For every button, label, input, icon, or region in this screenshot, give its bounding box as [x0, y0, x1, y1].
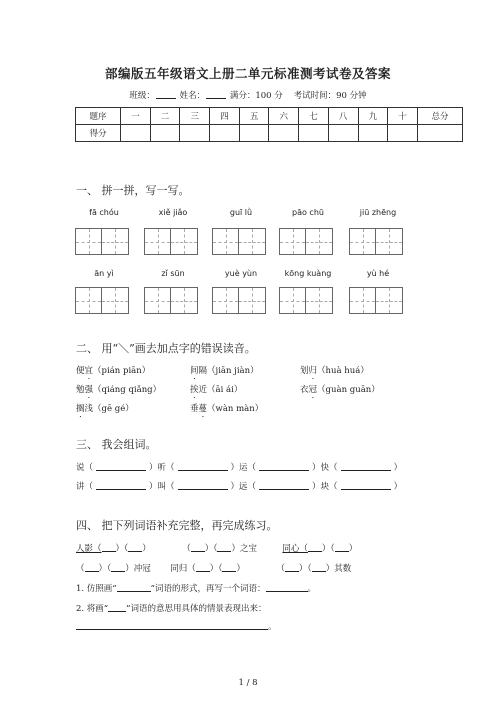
score-header-cell: 八	[328, 108, 358, 125]
name-blank[interactable]	[206, 89, 226, 99]
writing-cell[interactable]	[171, 287, 198, 314]
writing-cell[interactable]	[349, 287, 376, 314]
pinyin-label: yù hé	[366, 269, 390, 278]
s4-line-2	[76, 562, 351, 574]
writing-cell[interactable]	[75, 228, 102, 255]
score-header-cell: 五	[239, 108, 269, 125]
blank[interactable]	[102, 542, 116, 552]
exam-info	[0, 89, 496, 101]
tianzi-grid[interactable]	[349, 287, 403, 314]
s4-l2-text: ）（	[98, 564, 112, 574]
score-header-cell: 九	[358, 108, 388, 125]
blank[interactable]	[85, 562, 99, 572]
reading-item[interactable]: 便宜（pián piān）	[76, 366, 151, 376]
full-score: 满分：100 分	[229, 91, 283, 101]
tianzi-grid[interactable]	[212, 287, 266, 314]
word-building-text: 讲（	[76, 482, 94, 492]
word-blank[interactable]	[341, 461, 391, 471]
q1-text: 1. 仿照画“	[76, 584, 117, 594]
pinyin-label: ān yì	[94, 269, 114, 278]
pinyin-label: kōng kuàng	[284, 269, 332, 278]
score-table	[75, 107, 463, 142]
word-building-text: ）听（	[149, 463, 175, 473]
score-cell[interactable]	[269, 125, 299, 142]
tianzi-grid[interactable]	[212, 228, 266, 255]
score-header-cell: 三	[180, 108, 210, 125]
s4-l2-text: ）	[236, 564, 245, 574]
score-header-cell: 总分	[418, 108, 463, 125]
s4-l1-text: ）之宝	[231, 544, 257, 554]
s4-l2-text: ）冲冠	[125, 564, 151, 574]
s4-l2-text: 同归（	[170, 564, 196, 574]
tianzi-grid[interactable]	[75, 287, 129, 314]
s4-l2-text: ）其数	[325, 564, 352, 574]
score-cell[interactable]	[388, 125, 418, 142]
score-header-cell: 题序	[76, 108, 121, 125]
score-cell[interactable]	[418, 125, 463, 142]
pinyin-label: jiū zhēng	[359, 208, 397, 217]
tianzi-grid[interactable]	[144, 287, 198, 314]
tianzi-grid[interactable]	[349, 228, 403, 255]
word-blank[interactable]	[259, 461, 309, 471]
word-blank[interactable]	[96, 480, 146, 490]
class-label: 班级：	[129, 91, 155, 101]
writing-cell[interactable]	[306, 228, 333, 255]
s4-l1-text: ）	[142, 544, 151, 554]
s4-l1-text: ）（	[115, 544, 129, 554]
score-cell[interactable]	[150, 125, 180, 142]
s4-l2-text: ）（	[209, 564, 223, 574]
q2-text: 。	[268, 622, 277, 632]
writing-cell[interactable]	[144, 287, 171, 314]
word-blank[interactable]	[341, 480, 391, 490]
blank[interactable]	[117, 582, 151, 592]
reading-item[interactable]: 划归（huà huá）	[300, 366, 369, 376]
reading-item[interactable]: 搁浅（gē gé）	[76, 404, 134, 414]
section-2-heading: 二、 用“＼”画去加点字的错误读音。	[76, 342, 256, 355]
reading-item[interactable]: 间隔（jiān jiàn）	[190, 366, 259, 376]
pinyin-label: zǐ sūn	[161, 269, 185, 278]
writing-cell[interactable]	[239, 228, 266, 255]
word-building-line	[76, 461, 402, 473]
class-blank[interactable]	[156, 89, 176, 99]
writing-cell[interactable]	[376, 228, 403, 255]
pinyin-label: pāo chū	[292, 208, 324, 217]
score-header-cell: 二	[150, 108, 180, 125]
s4-l1-text: 人影（	[76, 544, 102, 554]
writing-cell[interactable]	[376, 287, 403, 314]
blank[interactable]	[285, 562, 299, 572]
reading-item[interactable]: 挨近（āi ái）	[190, 385, 243, 395]
blank[interactable]	[111, 562, 125, 572]
name-label: 姓名：	[179, 91, 206, 101]
writing-cell[interactable]	[279, 287, 306, 314]
q1-text: 。	[307, 584, 317, 594]
score-cell[interactable]	[180, 125, 210, 142]
writing-cell[interactable]	[102, 287, 129, 314]
s4-question-1	[76, 582, 316, 594]
q1-text: ”词语的形式，再写一个词语：	[150, 584, 266, 594]
writing-cell[interactable]	[239, 287, 266, 314]
word-building-text: ）叫（	[149, 482, 175, 492]
word-blank[interactable]	[178, 461, 228, 471]
word-building-text: ）	[393, 463, 403, 473]
q1-answer-blank[interactable]	[266, 582, 308, 592]
s4-l1-text: ）（	[204, 544, 218, 554]
reading-item[interactable]: 垂蔓（wàn màn）	[190, 404, 264, 414]
score-cell[interactable]	[299, 125, 329, 142]
blank[interactable]	[335, 542, 349, 552]
s4-line-1	[76, 542, 357, 554]
pinyin-label: guī lǜ	[229, 208, 253, 217]
blank[interactable]	[108, 602, 126, 612]
score-header-row	[76, 108, 463, 125]
section-4-heading: 四、 把下列词语补充完整，再完成练习。	[76, 519, 278, 532]
tianzi-grid[interactable]	[279, 228, 333, 255]
word-building-line	[76, 480, 402, 492]
score-cell[interactable]	[358, 125, 388, 142]
pinyin-label: xiě jiǎo	[158, 208, 188, 217]
word-blank[interactable]	[178, 480, 228, 490]
writing-cell[interactable]	[306, 287, 333, 314]
score-header-cell: 一	[121, 108, 151, 125]
page-number: 1 / 8	[238, 678, 258, 688]
score-cell[interactable]	[121, 125, 151, 142]
q2-text: ”词语的意思用具体的情景表现出来：	[126, 604, 267, 614]
word-building-text: ）远（	[230, 482, 257, 492]
q2-answer-blank[interactable]	[76, 620, 268, 630]
score-cell[interactable]	[239, 125, 269, 142]
writing-cell[interactable]	[144, 228, 171, 255]
score-header-cell: 十	[388, 108, 418, 125]
tianzi-grid[interactable]	[279, 287, 333, 314]
blank[interactable]	[308, 542, 322, 552]
reading-item[interactable]: 衣冠（guàn guān）	[300, 385, 380, 395]
writing-cell[interactable]	[171, 228, 198, 255]
word-blank[interactable]	[259, 480, 309, 490]
q2-text: 2. 将画“	[76, 604, 109, 614]
writing-cell[interactable]	[212, 287, 239, 314]
score-header-cell: 六	[269, 108, 299, 125]
writing-cell[interactable]	[349, 228, 376, 255]
reading-item[interactable]: 勉强（qiáng qiǎng）	[76, 385, 162, 395]
score-header-cell: 七	[299, 108, 329, 125]
s4-l1-text: ）（	[321, 544, 335, 554]
score-label-cell: 得分	[76, 125, 121, 142]
blank[interactable]	[191, 542, 205, 552]
blank[interactable]	[196, 562, 210, 572]
score-row	[76, 125, 463, 142]
s4-l1-text: 同心（	[282, 544, 308, 554]
s4-l2-text: ）（	[298, 564, 312, 574]
s4-question-2	[76, 602, 267, 614]
page-title: 部编版五年级语文上册二单元标准测考试卷及答案	[104, 66, 391, 81]
word-building-text: 说（	[76, 463, 94, 473]
word-building-text: ）快（	[312, 463, 338, 473]
blank[interactable]	[128, 542, 142, 552]
section-1-heading: 一、 拼一拼，写一写。	[76, 184, 190, 197]
pinyin-label: fā chóu	[89, 208, 119, 217]
s4-l1-text: （	[182, 544, 191, 554]
word-building-text: ）	[393, 482, 403, 492]
blank[interactable]	[222, 562, 236, 572]
word-building-text: ）运（	[230, 463, 257, 473]
blank[interactable]	[217, 542, 231, 552]
writing-cell[interactable]	[279, 228, 306, 255]
pinyin-label: yuè yùn	[224, 269, 258, 278]
tianzi-grid[interactable]	[144, 228, 198, 255]
word-blank[interactable]	[96, 461, 146, 471]
score-header-cell: 四	[210, 108, 240, 125]
section-3-heading: 三、 我会组词。	[76, 438, 157, 451]
score-cell[interactable]	[210, 125, 240, 142]
s4-l2-text: （	[276, 564, 285, 574]
blank[interactable]	[312, 562, 326, 572]
score-cell[interactable]	[328, 125, 358, 142]
tianzi-grid[interactable]	[75, 228, 129, 255]
s4-question-2-answer	[76, 620, 277, 632]
writing-cell[interactable]	[75, 287, 102, 314]
writing-cell[interactable]	[102, 228, 129, 255]
writing-cell[interactable]	[212, 228, 239, 255]
word-building-text: ）块（	[312, 482, 338, 492]
exam-time: 考试时间：90 分钟	[293, 91, 367, 101]
s4-l1-text: ）	[348, 544, 358, 554]
s4-l2-text: （	[76, 564, 85, 574]
